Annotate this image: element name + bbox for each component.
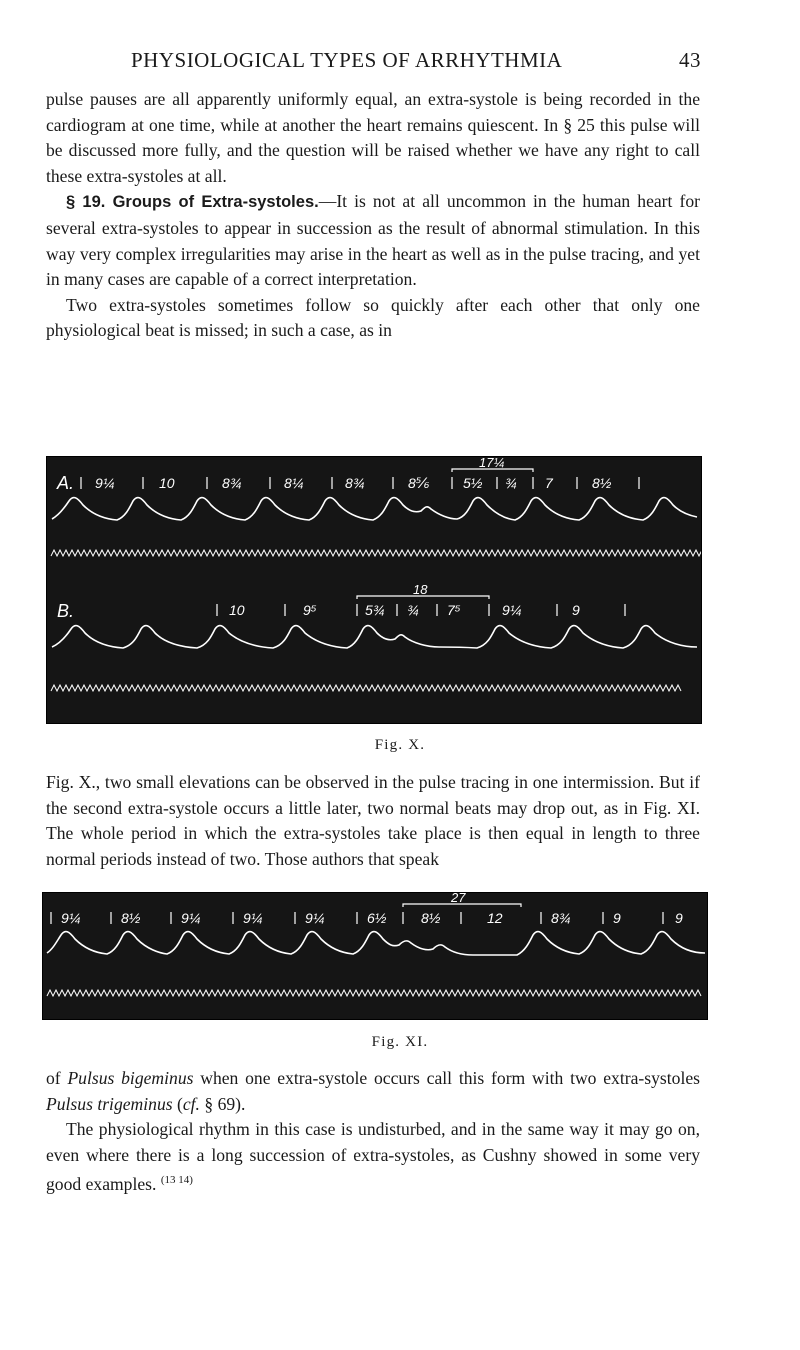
xi-interval-10: 9 — [613, 910, 621, 926]
reference-superscript: (13 14) — [160, 1174, 193, 1187]
xi-interval-2: 8½ — [121, 910, 141, 926]
running-title: PHYSIOLOGICAL TYPES OF ARRHYTHMIA — [131, 48, 563, 72]
panel-b-dividers — [217, 604, 625, 616]
a-interval-4: 8¼ — [284, 475, 304, 491]
a-interval-2: 10 — [159, 475, 175, 491]
xi-interval-1: 9¼ — [61, 910, 81, 926]
panel-b-time-marker — [51, 685, 681, 691]
text-run: when one extra-systole occurs call this form with two extra-systoles — [193, 1068, 700, 1088]
panel-b-interval-labels — [229, 602, 580, 618]
b-interval-4: ¾ — [407, 602, 419, 618]
figure-xi-dividers — [51, 912, 663, 924]
term-cf: cf. — [182, 1093, 200, 1114]
xi-interval-4: 9¼ — [243, 910, 263, 926]
paragraph-two-extra-systoles: Two extra-systoles sometimes follow so quickly after each other that only one physiological beat is missed; in such a case, as in — [46, 294, 700, 341]
text-block-top — [46, 87, 700, 344]
paragraph-physiological-rhythm — [46, 1117, 700, 1198]
figure-xi-caption: Fig. XI. — [371, 1034, 429, 1050]
text-run: of — [46, 1068, 68, 1088]
a-interval-9: 7 — [545, 475, 553, 491]
b-interval-7: 9 — [572, 602, 580, 618]
paragraph-pulsus-bigeminus — [46, 1066, 700, 1117]
xi-interval-6: 6½ — [367, 910, 387, 926]
text-run: The physiological rhythm in this case is undisturbed, and in the same way it may go on, even where there is a long succession of extra-systoles, as Cushny showed in some very good examples. — [46, 1119, 700, 1195]
figure-xi-bracket-label: 27 — [451, 893, 466, 905]
text-run: ( — [172, 1093, 183, 1114]
xi-interval-8: 12 — [487, 910, 503, 926]
xi-interval-9: 8¾ — [551, 910, 571, 926]
figure-xi-tracing — [42, 892, 708, 1020]
figure-xi-svg — [43, 893, 707, 1019]
a-interval-1: 9¼ — [95, 475, 115, 491]
page-number: 43 — [679, 48, 701, 72]
panel-b-bracket-label: 18 — [413, 582, 428, 597]
b-interval-5: 7⁵ — [447, 602, 461, 618]
b-interval-2: 9⁵ — [303, 602, 317, 618]
panel-a-label: A. — [57, 473, 75, 493]
panel-a-interval-labels — [95, 475, 612, 491]
a-interval-8: ¾ — [505, 475, 517, 491]
section-heading: § 19. Groups of Extra-systoles. — [66, 193, 319, 212]
panel-a-bracket-label: 17¼ — [479, 457, 505, 470]
term-pulsus-bigeminus: Pulsus bigeminus — [67, 1068, 194, 1088]
figure-x-caption: Fig. X. — [374, 737, 426, 753]
paragraph-groups-heading — [46, 189, 700, 292]
panel-b-pulse-trace — [52, 626, 697, 648]
a-interval-6: 8⅚ — [408, 475, 430, 491]
figure-xi-time-marker — [47, 990, 701, 996]
xi-interval-11: 9 — [675, 910, 683, 926]
a-interval-5: 8¾ — [345, 475, 365, 491]
a-interval-3: 8¾ — [222, 475, 242, 491]
a-interval-10: 8½ — [592, 475, 612, 491]
figure-x-tracing — [46, 456, 702, 724]
panel-b-label: B. — [57, 601, 75, 621]
paragraph-fig-x-explanation: Fig. X., two small elevations can be observed in the pulse tracing in one intermission. But if the second extra-systole occurs a little later, two normal beats may drop out, as in Fig. XI. The whole period in which the extra-systoles take place is then equal in length to three normal periods instead of two. Those authors that speak — [46, 772, 700, 869]
xi-interval-3: 9¼ — [181, 910, 201, 926]
section-body: —It is not at all uncommon in the human heart for several extra-systoles to appear in succession as the result of abnormal stimulation. In this way very complex irregularities may arise in the heart as well as in the pulse tracing, and yet in many cases are capable of a correct interpretation. — [46, 191, 700, 290]
text-block-bottom — [46, 1066, 700, 1198]
a-interval-7: 5½ — [463, 475, 483, 491]
term-pulsus-trigeminus: Pulsus trigeminus — [46, 1093, 173, 1114]
text-run: § 69). — [199, 1093, 246, 1114]
panel-a-time-marker — [51, 550, 701, 556]
panel-a-pulse-trace — [52, 498, 697, 520]
b-interval-3: 5¾ — [365, 602, 385, 618]
text-block-middle — [46, 770, 700, 872]
figure-x-svg — [47, 457, 701, 723]
xi-interval-7: 8½ — [421, 910, 441, 926]
paragraph-pulse-pauses: pulse pauses are all apparently uniformly equal, an extra-systole is being recorded in the cardiogram at one time, while at another the heart remains quiescent. In § 25 this pulse will be discussed more fully, and the question will be raised whether we have any right to call these extra-systoles at all. — [46, 89, 700, 186]
figure-xi-pulse-trace — [47, 932, 705, 955]
b-interval-1: 10 — [229, 602, 245, 618]
b-interval-6: 9¼ — [502, 602, 522, 618]
xi-interval-5: 9¼ — [305, 910, 325, 926]
figure-xi-interval-labels — [61, 910, 683, 926]
